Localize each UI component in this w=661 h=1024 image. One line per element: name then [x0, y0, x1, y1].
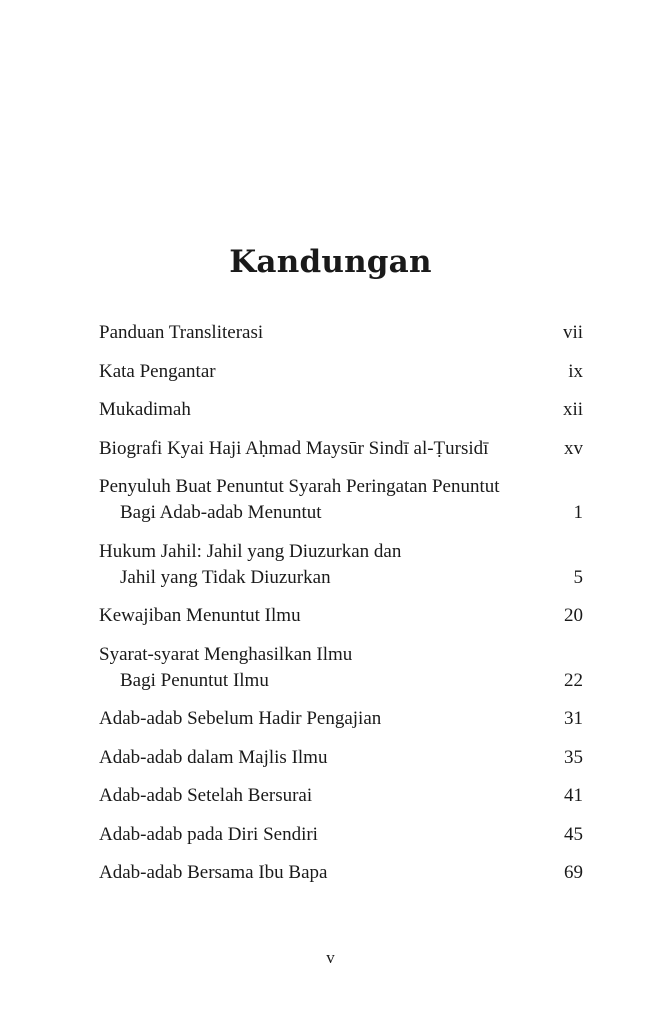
toc-page-number: 35	[564, 746, 583, 768]
toc-page-number: ix	[568, 360, 583, 382]
toc-entry-panduan-transliterasi	[99, 320, 583, 346]
toc-entry-syarat-syarat	[99, 642, 583, 694]
toc-page-number: 20	[564, 605, 583, 626]
toc-entry-title: Mukadimah	[99, 399, 191, 420]
toc-entry-title: Kata Pengantar	[99, 360, 216, 382]
toc-entry-ibu-bapa	[99, 860, 583, 886]
toc-page-number: 5	[573, 566, 583, 588]
page-number-footer: v	[326, 948, 335, 967]
toc-entry-title-continued: Jahil yang Tidak Diuzurkan	[120, 566, 331, 588]
toc-entry-kata-pengantar	[99, 359, 583, 385]
toc-page-number: 22	[564, 669, 583, 691]
toc-entry-penyuluh	[99, 474, 583, 526]
toc-entry-title: Adab-adab Bersama Ibu Bapa	[99, 862, 328, 883]
page-title: Kandungan	[229, 244, 432, 280]
toc-entry-title: Adab-adab Sebelum Hadir Pengajian	[99, 708, 382, 729]
toc-entry-title-continued: Bagi Adab-adab Menuntut	[120, 502, 322, 523]
toc-page-number: 45	[564, 823, 583, 845]
toc-entry-biografi	[99, 436, 583, 462]
toc-page-number: xii	[562, 399, 583, 420]
table-of-contents	[99, 320, 583, 899]
toc-entry-title: Biografi Kyai Haji Aḥmad Maysūr Sindī al-Ṭursidī	[99, 437, 489, 459]
toc-entry-title: Penyuluh Buat Penuntut Syarah Peringatan Penuntut	[99, 476, 500, 497]
toc-page-number: 1	[573, 502, 583, 523]
toc-entry-sebelum-hadir	[99, 706, 583, 732]
toc-page-number: 69	[564, 862, 583, 883]
toc-page-number: xv	[564, 437, 583, 459]
toc-entry-diri-sendiri	[99, 822, 583, 848]
toc-entry-title-continued: Bagi Penuntut Ilmu	[120, 669, 269, 691]
toc-page-number: 31	[564, 708, 583, 729]
toc-entry-kewajiban	[99, 603, 583, 629]
toc-entry-mukadimah	[99, 397, 583, 423]
toc-entry-title: Adab-adab Setelah Bersurai	[99, 785, 313, 806]
toc-entry-majlis-ilmu	[99, 745, 583, 771]
toc-entry-setelah-bersurai	[99, 783, 583, 809]
toc-page-number: 41	[564, 785, 583, 806]
toc-entry-title: Syarat-syarat Menghasilkan Ilmu	[99, 643, 353, 665]
toc-entry-title: Adab-adab pada Diri Sendiri	[99, 823, 318, 845]
toc-entry-hukum-jahil	[99, 539, 583, 591]
toc-entry-title: Hukum Jahil: Jahil yang Diuzurkan dan	[99, 540, 402, 562]
toc-entry-title: Panduan Transliterasi	[99, 322, 264, 343]
toc-entry-title: Adab-adab dalam Majlis Ilmu	[99, 746, 328, 768]
toc-page-number: vii	[562, 322, 583, 343]
toc-entry-title: Kewajiban Menuntut Ilmu	[99, 605, 301, 626]
